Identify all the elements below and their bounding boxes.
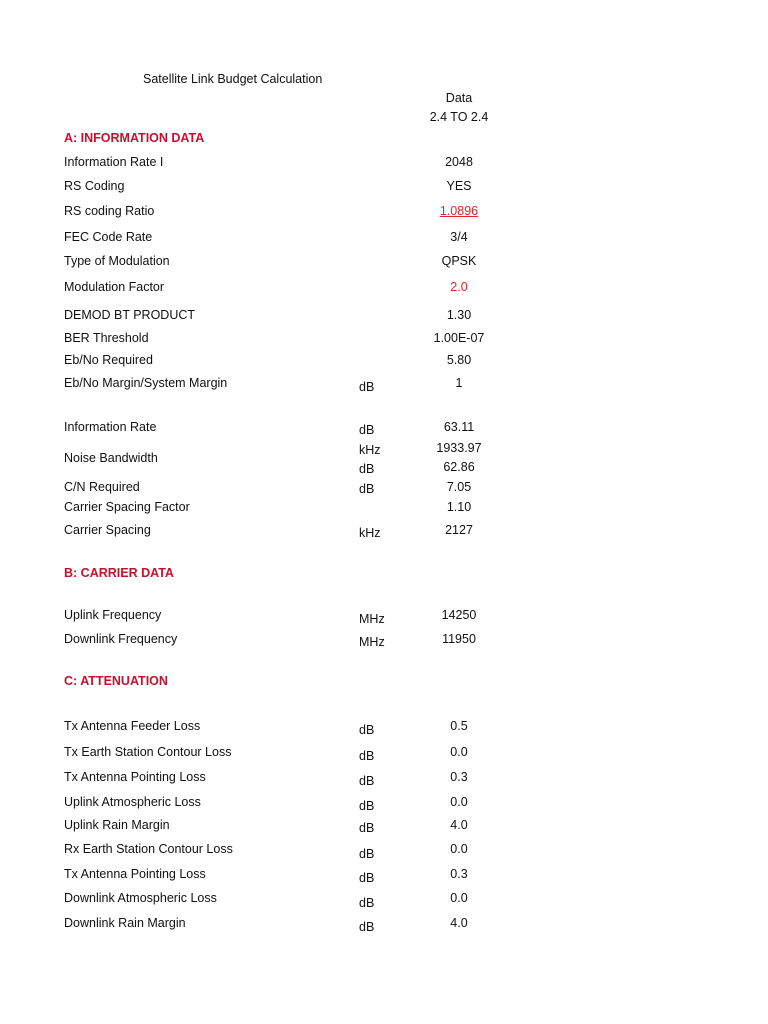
row-unit: kHz	[359, 526, 381, 540]
row-label: C/N Required	[64, 480, 140, 494]
row-label: Tx Antenna Feeder Loss	[64, 719, 201, 733]
row-value: 0.5	[450, 719, 468, 733]
data-range-header: 2.4 TO 2.4	[429, 110, 489, 124]
document-title: Satellite Link Budget Calculation	[143, 72, 323, 86]
row-value: 3/4	[450, 230, 468, 244]
row-label: Eb/No Margin/System Margin	[64, 376, 228, 390]
row-label: Uplink Frequency	[64, 608, 162, 622]
row-unit: dB	[359, 920, 375, 934]
row-value: 63.11	[443, 420, 475, 434]
row-label: RS coding Ratio	[64, 204, 155, 218]
row-unit: MHz	[359, 612, 385, 626]
row-value: QPSK	[441, 254, 477, 268]
row-value: 5.80	[446, 353, 472, 367]
row-label: Carrier Spacing	[64, 523, 151, 537]
row-label: Downlink Frequency	[64, 632, 178, 646]
row-value: YES	[446, 179, 472, 193]
row-label: Uplink Rain Margin	[64, 818, 170, 832]
row-unit: dB	[359, 847, 375, 861]
row-value: 4.0	[450, 916, 468, 930]
row-value: 1.10	[446, 500, 472, 514]
row-label: FEC Code Rate	[64, 230, 153, 244]
row-value: 2048	[445, 155, 473, 169]
row-value: 4.0	[450, 818, 468, 832]
data-column-header: Data	[445, 91, 473, 105]
row-label: Carrier Spacing Factor	[64, 500, 190, 514]
row-label: BER Threshold	[64, 331, 149, 345]
row-unit: dB	[359, 799, 375, 813]
row-label: Rx Earth Station Contour Loss	[64, 842, 233, 856]
row-label: Tx Antenna Pointing Loss	[64, 867, 206, 881]
row-label: Modulation Factor	[64, 280, 165, 294]
row-value: 0.0	[450, 745, 468, 759]
row-value: 0.0	[450, 795, 468, 809]
row-unit: dB	[359, 896, 375, 910]
row-label: RS Coding	[64, 179, 125, 193]
row-value: 1933.97	[436, 441, 482, 455]
row-label: Noise Bandwidth	[64, 451, 158, 465]
row-unit: MHz	[359, 635, 385, 649]
row-value: 0.3	[450, 867, 468, 881]
row-label: Eb/No Required	[64, 353, 153, 367]
row-unit: dB	[359, 723, 375, 737]
row-value: 1.00E-07	[433, 331, 485, 345]
row-value: 1	[455, 376, 463, 390]
row-unit: kHz	[359, 443, 381, 457]
row-value: 2127	[445, 523, 473, 537]
row-value: 14250	[441, 608, 477, 622]
row-label: Downlink Rain Margin	[64, 916, 186, 930]
row-unit: dB	[359, 774, 375, 788]
section-heading-attenuation: C: ATTENUATION	[64, 674, 168, 688]
row-unit: dB	[359, 482, 375, 496]
row-unit: dB	[359, 423, 375, 437]
row-label: DEMOD BT PRODUCT	[64, 308, 196, 322]
row-label: Information Rate	[64, 420, 157, 434]
row-label: Tx Antenna Pointing Loss	[64, 770, 206, 784]
row-unit: dB	[359, 380, 375, 394]
row-value: 0.0	[450, 842, 468, 856]
row-value: 1.30	[446, 308, 472, 322]
section-heading-carrier: B: CARRIER DATA	[64, 566, 174, 580]
row-label: Uplink Atmospheric Loss	[64, 795, 201, 809]
row-unit: dB	[359, 749, 375, 763]
row-label: Downlink Atmospheric Loss	[64, 891, 217, 905]
row-value: 7.05	[446, 480, 472, 494]
row-value: 11950	[442, 632, 476, 646]
row-unit: dB	[359, 821, 375, 835]
row-unit: dB	[359, 462, 375, 476]
row-unit: dB	[359, 871, 375, 885]
row-value: 0.0	[450, 891, 468, 905]
row-value: 62.86	[443, 460, 475, 474]
row-label: Tx Earth Station Contour Loss	[64, 745, 232, 759]
row-label: Information Rate I	[64, 155, 164, 169]
rs-coding-ratio-link[interactable]: 1.0896	[439, 204, 479, 218]
section-heading-information: A: INFORMATION DATA	[64, 131, 205, 145]
row-value: 0.3	[450, 770, 468, 784]
row-label: Type of Modulation	[64, 254, 170, 268]
modulation-factor-value: 2.0	[450, 280, 468, 294]
